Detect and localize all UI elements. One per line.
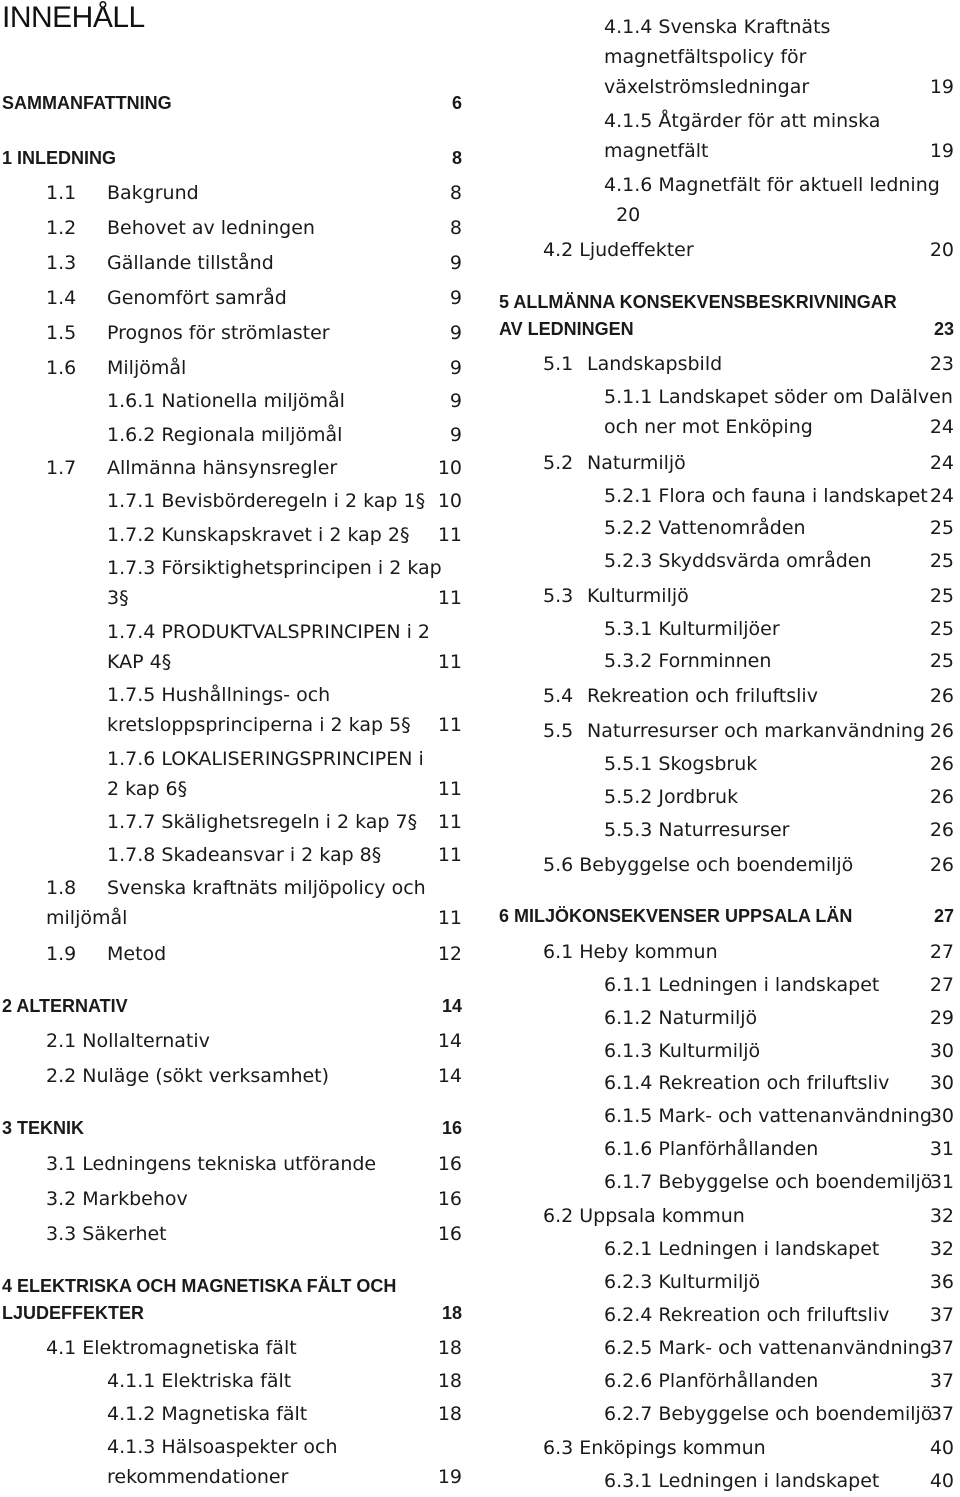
toc-entry-title: 5.2.2 Vattenområden [604, 517, 806, 539]
toc-page-number: 40 [929, 1437, 954, 1459]
toc-entry-title: Genomfört samråd [107, 287, 287, 309]
toc-entry-title: 1.7.6 LOKALISERINGSPRINCIPEN i 2 kap 6§ [107, 748, 424, 800]
toc-entry-title: 2 ALTERNATIV [2, 996, 128, 1016]
toc-entry-title: Naturmiljö [587, 452, 686, 474]
toc-page-number: 30 [929, 1105, 954, 1127]
toc-page-number: 26 [929, 854, 954, 876]
toc-page-number: 9 [449, 322, 462, 344]
toc-entry-title: 6.2.3 Kulturmiljö [604, 1271, 761, 1293]
toc-entry-title: 1.6.1 Nationella miljömål [107, 390, 345, 412]
toc-entry-title: 4.1 Elektromagnetiska fält [46, 1337, 297, 1359]
toc-entry-title: Prognos för strömlaster [107, 322, 330, 344]
toc-page-number: 10 [437, 490, 462, 512]
toc-entry-title: 5.5.1 Skogsbruk [604, 753, 758, 775]
toc-page-number: 25 [929, 618, 954, 640]
toc-entry-number: 1.6 [46, 357, 77, 379]
toc-page-number: 23 [933, 319, 954, 339]
toc-page-number: 26 [929, 786, 954, 808]
toc-page-number: 16 [437, 1153, 462, 1175]
toc-page-number: 18 [437, 1370, 462, 1392]
toc-page-number: 11 [437, 907, 462, 929]
toc-page-number: 37 [929, 1370, 954, 1392]
toc-entry-title: 3.3 Säkerhet [46, 1223, 167, 1245]
toc-entry-title: 5.3.1 Kulturmiljöer [604, 618, 780, 640]
toc-entry-title: 4.1.6 Magnetfält för aktuell ledning 20 [604, 174, 940, 226]
toc-entry-title: 1.7.3 Försiktighetsprincipen i 2 kap 3§ [107, 557, 442, 609]
toc-page-number: 30 [929, 1040, 954, 1062]
toc-entry-number: 1.5 [46, 322, 77, 344]
toc-entry-title: Bakgrund [107, 182, 199, 204]
toc-entry-title: 1.7.7 Skälighetsregeln i 2 kap 7§ [107, 811, 418, 833]
toc-entry-title: 6.2 Uppsala kommun [543, 1205, 745, 1227]
toc-page-number: 26 [929, 819, 954, 841]
toc-entry-title: 1.7.4 PRODUKTVALSPRINCIPEN i 2 KAP 4§ [107, 621, 431, 673]
toc-page-number: 8 [449, 182, 462, 204]
toc-page-number: 25 [929, 585, 954, 607]
toc-page-number: 18 [437, 1403, 462, 1425]
toc-entry-title: 6.2.5 Mark- och vattenanvändning [604, 1337, 932, 1359]
toc-page-number: 31 [929, 1171, 954, 1193]
toc-page-number: 24 [929, 485, 954, 507]
toc-page-number: 24 [929, 416, 954, 438]
toc-page-number: 25 [929, 550, 954, 572]
toc-entry-title: 6.3.1 Ledningen i landskapet [604, 1470, 880, 1492]
toc-page-number: 16 [441, 1118, 462, 1138]
toc-entry-title: 3.1 Ledningens tekniska utförande [46, 1153, 377, 1175]
toc-page-number: 11 [437, 811, 462, 833]
toc-entry-title: 6.1.6 Planförhållanden [604, 1138, 819, 1160]
toc-entry-title: SAMMANFATTNING [2, 93, 172, 113]
toc-entry-title: 4 ELEKTRISKA OCH MAGNETISKA FÄLT OCH LJUDEFFEKTER [2, 1276, 397, 1323]
toc-entry-number: 5.5 [543, 720, 574, 742]
toc-page-number: 24 [929, 452, 954, 474]
toc-entry-title: Behovet av ledningen [107, 217, 315, 239]
toc-entry-title: 6.3 Enköpings kommun [543, 1437, 766, 1459]
toc-entry-title: 5.5.3 Naturresurser [604, 819, 790, 841]
toc-entry-title: 6.2.6 Planförhållanden [604, 1370, 819, 1392]
toc-page-number: 9 [449, 390, 462, 412]
toc-page-number: 11 [437, 844, 462, 866]
toc-page-number: 11 [437, 524, 462, 546]
toc-page-number: 36 [929, 1271, 954, 1293]
toc-entry-title: 4.1.4 Svenska Kraftnäts magnetfältspolicy för växelströmsledningar [604, 16, 831, 98]
toc-entry-title: 5.3.2 Fornminnen [604, 650, 772, 672]
toc-entry-title: 1.6.2 Regionala miljömål [107, 424, 343, 446]
toc-page-number: 26 [929, 720, 954, 742]
toc-entry-title: 6.2.7 Bebyggelse och boendemiljö [604, 1403, 933, 1425]
toc-page-number: 9 [449, 252, 462, 274]
toc-entry-title: 2.2 Nuläge (sökt verksamhet) [46, 1065, 330, 1087]
toc-page-number: 27 [933, 906, 954, 926]
toc-entry-number: 1.7 [46, 457, 77, 479]
toc-entry-title: 6.1.3 Kulturmiljö [604, 1040, 761, 1062]
toc-page-number: 9 [449, 424, 462, 446]
toc-page-number: 29 [929, 1007, 954, 1029]
toc-page-number: 14 [437, 1065, 462, 1087]
toc-entry-number: 1.4 [46, 287, 77, 309]
toc-entry-title: 4.2 Ljudeffekter [543, 239, 694, 261]
toc-page-number: 14 [437, 1030, 462, 1052]
toc-page-number: 11 [437, 587, 462, 609]
toc-entry-title: 5.2.3 Skyddsvärda områden [604, 550, 872, 572]
toc-page-number: 14 [441, 996, 462, 1016]
toc-entry-title: 4.1.5 Åtgärder för att minska magnetfält [604, 110, 881, 162]
toc-entry-title: Naturresurser och markanvändning [587, 720, 925, 742]
toc-entry-title: Rekreation och friluftsliv [587, 685, 818, 707]
toc-page-number: 8 [449, 217, 462, 239]
toc-entry-title: 4.1.2 Magnetiska fält [107, 1403, 308, 1425]
toc-entry-title: 6.1 Heby kommun [543, 941, 718, 963]
toc-page-number: 8 [451, 148, 462, 168]
toc-entry-title: Landskapsbild [587, 353, 723, 375]
toc-entry-number: 1.1 [46, 182, 77, 204]
toc-entry-number: 5.4 [543, 685, 574, 707]
toc-entry-title: 3 TEKNIK [2, 1118, 85, 1138]
toc-page-number: 16 [437, 1223, 462, 1245]
toc-page-number: 26 [929, 685, 954, 707]
toc-page-number: 6 [451, 93, 462, 113]
toc-entry-title: 1.7.8 Skadeansvar i 2 kap 8§ [107, 844, 382, 866]
toc-entry-title: 3.2 Markbehov [46, 1188, 188, 1210]
toc-entry-title: Miljömål [107, 357, 187, 379]
toc-page-number: 9 [449, 357, 462, 379]
toc-entry-number: 1.2 [46, 217, 77, 239]
toc-page-number: 37 [929, 1304, 954, 1326]
toc-entry-number: 5.1 [543, 353, 574, 375]
toc-entry-title: Allmänna hänsynsregler [107, 457, 338, 479]
toc-page-number: 19 [929, 140, 954, 162]
toc-page-number: 19 [437, 1466, 462, 1488]
toc-page-number: 19 [929, 76, 954, 98]
toc-page-number: 27 [929, 941, 954, 963]
toc-page-number: 26 [929, 753, 954, 775]
toc-page-number: 20 [929, 239, 954, 261]
toc-page-number: 25 [929, 517, 954, 539]
toc-entry-title: 5.5.2 Jordbruk [604, 786, 739, 808]
toc-entry-title: 1.7.5 Hushållnings- och kretsloppsprinciperna i 2 kap 5§ [107, 684, 411, 736]
toc-entry-title: 5.6 Bebyggelse och boendemiljö [543, 854, 854, 876]
toc-entry-number: 1.9 [46, 943, 77, 965]
toc-entry-number: 5.3 [543, 585, 574, 607]
toc-entry-title: 1 INLEDNING [2, 148, 117, 168]
toc-entry-title: Kulturmiljö [587, 585, 689, 607]
toc-entry-number: 1.3 [46, 252, 77, 274]
toc-entry-number: 1.8 [46, 877, 77, 899]
toc-page-number: 12 [437, 943, 462, 965]
toc-page-number: 37 [929, 1403, 954, 1425]
toc-page-number: 9 [449, 287, 462, 309]
toc-entry-title: 6.1.2 Naturmiljö [604, 1007, 758, 1029]
toc-entry-title: 5 ALLMÄNNA KONSEKVENSBESKRIVNINGAR AV LEDNINGEN [499, 292, 897, 339]
toc-page-number: 23 [929, 353, 954, 375]
toc-page-number: 27 [929, 974, 954, 996]
toc-entry-title: Gällande tillstånd [107, 252, 274, 274]
toc-entry-title: 6.2.4 Rekreation och friluftsliv [604, 1304, 890, 1326]
toc-page-number: 32 [929, 1205, 954, 1227]
toc-page-number: 16 [437, 1188, 462, 1210]
toc-entry-title: Svenska kraftnäts miljöpolicy och miljömål [46, 877, 426, 929]
toc-entry-number: 5.2 [543, 452, 574, 474]
toc-page-number: 40 [929, 1470, 954, 1492]
toc-page-number: 11 [437, 778, 462, 800]
toc-page-number: 11 [437, 651, 462, 673]
toc-entry-title: 6.1.5 Mark- och vattenanvändning [604, 1105, 932, 1127]
toc-entry-title: 6.1.1 Ledningen i landskapet [604, 974, 880, 996]
page-title: INNEHÅLL [2, 1, 145, 34]
toc-entry-title: 4.1.1 Elektriska fält [107, 1370, 292, 1392]
toc-entry-title: Metod [107, 943, 167, 965]
toc-page-number: 30 [929, 1072, 954, 1094]
toc-entry-title: 5.2.1 Flora och fauna i landskapet [604, 485, 928, 507]
toc-page-number: 32 [929, 1238, 954, 1260]
toc-entry-title: 6.1.4 Rekreation och friluftsliv [604, 1072, 890, 1094]
toc-page-number: 18 [437, 1337, 462, 1359]
toc-entry-title: 6 MILJÖKONSEKVENSER UPPSALA LÄN [499, 906, 853, 926]
toc-entry-title: 1.7.2 Kunskapskravet i 2 kap 2§ [107, 524, 410, 546]
toc-page-number: 31 [929, 1138, 954, 1160]
toc-entry-title: 6.2.1 Ledningen i landskapet [604, 1238, 880, 1260]
toc-entry-title: 5.1.1 Landskapet söder om Dalälven och ner mot Enköping [604, 386, 953, 438]
toc-page-number: 11 [437, 714, 462, 736]
toc-entry-title: 1.7.1 Bevisbörderegeln i 2 kap 1§ [107, 490, 426, 512]
toc-entry-title: 4.1.3 Hälsoaspekter och rekommendationer [107, 1436, 338, 1488]
toc-page-number: 10 [437, 457, 462, 479]
toc-entry-title: 2.1 Nollalternativ [46, 1030, 210, 1052]
toc-page-number: 25 [929, 650, 954, 672]
toc-entry-title: 6.1.7 Bebyggelse och boendemiljö [604, 1171, 933, 1193]
toc-page-number: 37 [929, 1337, 954, 1359]
toc-page-number: 18 [441, 1303, 462, 1323]
